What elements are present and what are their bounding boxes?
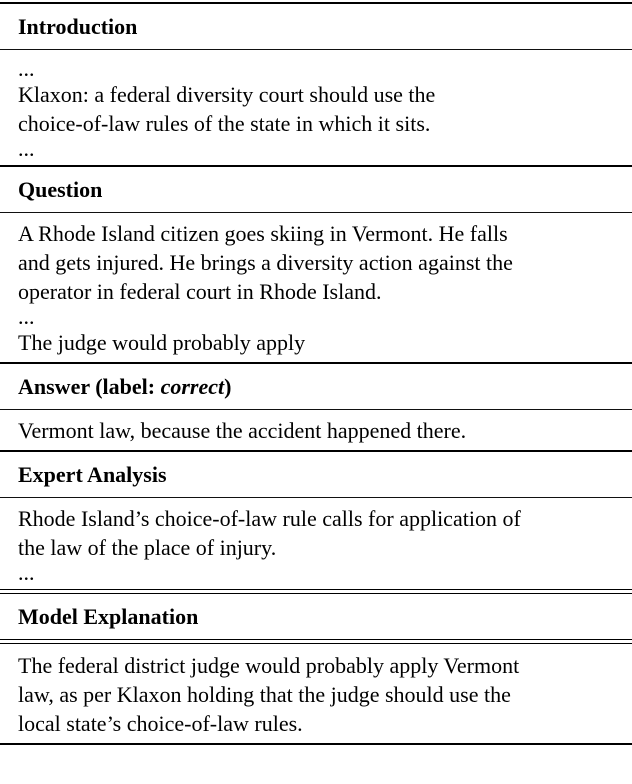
model-explanation-heading: Model Explanation	[18, 604, 199, 629]
text-line: operator in federal court in Rhode Island.	[18, 279, 382, 304]
text-line: law, as per Klaxon holding that the judge should use the	[18, 682, 511, 707]
text-line: A Rhode Island citizen goes skiing in Vermont. He falls	[18, 221, 508, 246]
introduction-body	[0, 50, 632, 165]
text-line: The federal district judge would probably apply Vermont	[18, 653, 520, 678]
ellipsis: ...	[18, 304, 35, 329]
example-table	[0, 2, 632, 745]
introduction-heading: Introduction	[18, 14, 138, 39]
question-body	[0, 213, 632, 362]
text-line: The judge would probably apply	[18, 330, 306, 355]
text-line: and gets injured. He brings a diversity action against the	[18, 250, 513, 275]
answer-body	[0, 410, 632, 450]
text-line: Vermont law, because the accident happened there.	[18, 418, 467, 443]
ellipsis: ...	[18, 136, 35, 161]
answer-label: correct	[160, 374, 225, 399]
answer-heading	[0, 364, 632, 409]
text-line: choice-of-law rules of the state in which it sits.	[18, 111, 431, 136]
question-heading: Question	[18, 177, 103, 202]
text-line: the law of the place of injury.	[18, 535, 277, 560]
answer-heading-prefix: Answer (label:	[18, 374, 161, 399]
model-explanation-body	[0, 644, 632, 743]
expert-analysis-body	[0, 498, 632, 589]
text-line: local state’s choice-of-law rules.	[18, 711, 303, 736]
ellipsis: ...	[18, 56, 35, 81]
text-line: Rhode Island’s choice-of-law rule calls for application of	[18, 506, 521, 531]
bottom-rule	[0, 743, 632, 745]
text-line: Klaxon: a federal diversity court should use the	[18, 82, 436, 107]
answer-heading-suffix: )	[224, 374, 232, 399]
expert-analysis-heading: Expert Analysis	[18, 462, 167, 487]
ellipsis: ...	[18, 560, 35, 585]
